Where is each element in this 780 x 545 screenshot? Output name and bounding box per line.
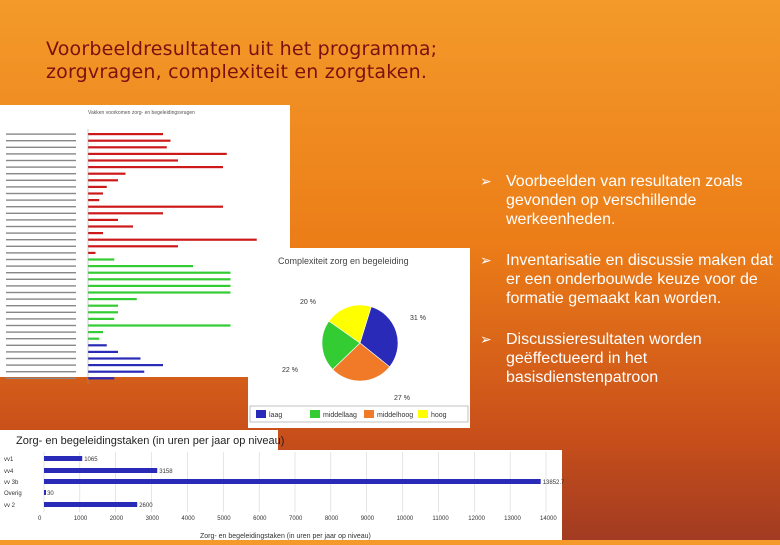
chart3-value-label: 13852.7 bbox=[542, 480, 565, 486]
bullet-item bbox=[478, 330, 778, 387]
chart1-row-label bbox=[6, 166, 76, 167]
chart1-row-label bbox=[6, 153, 76, 154]
chart1-row-label bbox=[6, 199, 76, 200]
chart3-tick-label: 13000 bbox=[504, 516, 521, 522]
chart1-row-label bbox=[6, 133, 76, 134]
chart3-title: Zorg- en begeleidingstaken (in uren per jaar op niveau) bbox=[16, 435, 285, 447]
chart1-bar bbox=[88, 245, 178, 247]
bullet-text: Voorbeelden van resultaten zoals gevonden op verschillende werkeenheden. bbox=[506, 173, 743, 228]
chart1-row-label bbox=[6, 305, 76, 306]
chart1-bar bbox=[88, 219, 118, 221]
chart1-bar bbox=[88, 278, 231, 280]
chart1-row-label bbox=[6, 298, 76, 299]
chart3-bar bbox=[44, 502, 137, 507]
chart1-row-label bbox=[6, 147, 76, 148]
chart1-row-label bbox=[6, 318, 76, 319]
chart1-bar bbox=[88, 351, 118, 353]
chart1-bar bbox=[88, 192, 103, 194]
chart3-bar bbox=[44, 490, 46, 495]
chart1-row-label bbox=[6, 351, 76, 352]
chart3-title-box bbox=[0, 430, 285, 450]
chart3-tick-label: 6000 bbox=[253, 516, 267, 522]
chart3-tick-label: 5000 bbox=[217, 516, 231, 522]
legend-swatch bbox=[364, 410, 374, 418]
chart1-bar bbox=[88, 344, 107, 346]
chart3-tick-label: 2000 bbox=[109, 516, 124, 522]
chart1-bar bbox=[88, 291, 231, 293]
chart1-bars bbox=[6, 133, 257, 379]
chart1-row-label bbox=[6, 279, 76, 280]
chart1-row-label bbox=[6, 364, 76, 365]
legend-swatch bbox=[256, 410, 266, 418]
chart1-row-label bbox=[6, 173, 76, 174]
chart3-tick-label: 0 bbox=[38, 516, 42, 522]
chart1-bar bbox=[88, 364, 163, 366]
chart1-bar bbox=[88, 199, 99, 201]
chart1-title: Vakken voorkomen zorg- en begeleidingsvragen bbox=[88, 110, 195, 116]
chart3-xlabel: Zorg- en begeleidingstaken (in uren per jaar op niveau) bbox=[200, 533, 371, 540]
chart1-bar bbox=[88, 338, 99, 340]
chart1-row-label bbox=[6, 193, 76, 194]
chart3-tick-label: 10000 bbox=[396, 516, 414, 522]
bullet-text: Inventarisatie en discussie maken dat er een onderbouwde keuze voor de formatie gemaakt kan worden. bbox=[506, 252, 773, 307]
chart1-row-label bbox=[6, 246, 76, 247]
chart1-row-label bbox=[6, 345, 76, 346]
chart1-bar bbox=[88, 324, 231, 326]
chart3-tick-label: 4000 bbox=[181, 516, 195, 522]
arrow-bullet-icon: ➢ bbox=[480, 331, 492, 347]
pie-label: 22 % bbox=[282, 367, 298, 374]
chart1-row-label bbox=[6, 331, 76, 332]
chart1-bar bbox=[88, 232, 103, 234]
slide-title-line1: Voorbeeldresultaten uit het programma; bbox=[46, 38, 438, 60]
chart1-row-label bbox=[6, 239, 76, 240]
chart2-title: Complexiteit zorg en begeleiding bbox=[278, 256, 409, 266]
chart3-value-label: 1065 bbox=[84, 457, 98, 463]
chart1-bar bbox=[88, 331, 103, 333]
chart1-bar bbox=[88, 140, 171, 142]
chart3-value-label: 30 bbox=[47, 491, 54, 497]
pie-label: 31 % bbox=[410, 315, 426, 322]
chart1-row-label bbox=[6, 312, 76, 313]
bullet-item bbox=[478, 172, 778, 229]
chart1-row-label bbox=[6, 186, 76, 187]
chart1-row-label bbox=[6, 206, 76, 207]
chart1-row-label bbox=[6, 338, 76, 339]
chart3-category-label: vv1 bbox=[4, 457, 14, 463]
chart3-tick-label: 12000 bbox=[468, 516, 485, 522]
chart1-row-label bbox=[6, 219, 76, 220]
chart1-row-label bbox=[6, 371, 76, 372]
chart1-bar bbox=[88, 166, 223, 168]
chart1-bar bbox=[88, 212, 163, 214]
chart1-bar bbox=[88, 258, 114, 260]
legend-label: middelhoog bbox=[377, 412, 414, 419]
legend-swatch bbox=[418, 410, 428, 418]
bullet-item bbox=[478, 251, 778, 308]
chart1-bar bbox=[88, 225, 133, 227]
chart3-bars bbox=[4, 456, 565, 509]
legend-label: laag bbox=[269, 412, 283, 419]
chart3-tick-label: 9000 bbox=[360, 516, 375, 522]
chart3-category-label: vv 3b bbox=[4, 480, 19, 486]
chart3-category-label: vv 2 bbox=[4, 503, 16, 509]
chart1-row-label bbox=[6, 285, 76, 286]
chart1-bar bbox=[88, 298, 137, 300]
chart3-tick-label: 14000 bbox=[540, 516, 557, 522]
chart1-row-label bbox=[6, 292, 76, 293]
chart1-row-label bbox=[6, 378, 76, 379]
chart1-row-label bbox=[6, 232, 76, 233]
chart1-bar bbox=[88, 179, 118, 181]
chart1-bar bbox=[88, 173, 126, 175]
chart1-bar bbox=[88, 133, 163, 135]
chart2-legend bbox=[250, 406, 468, 422]
chart1-bar bbox=[88, 153, 227, 155]
chart1-row-label bbox=[6, 272, 76, 273]
chart1-bar bbox=[88, 252, 96, 254]
chart1-bar bbox=[88, 206, 223, 208]
chart3-tick-label: 3000 bbox=[145, 516, 159, 522]
chart3-bar bbox=[44, 468, 157, 473]
arrow-bullet-icon: ➢ bbox=[480, 173, 492, 189]
chart1-bar bbox=[88, 239, 257, 241]
chart1-bar bbox=[88, 285, 231, 287]
chart1-bar bbox=[88, 186, 107, 188]
legend-label: hoog bbox=[431, 412, 447, 419]
chart1-bar bbox=[88, 272, 231, 274]
chart3-value-label: 3158 bbox=[159, 469, 173, 475]
chart3-tick-label: 11000 bbox=[432, 516, 449, 522]
chart1-row-label bbox=[6, 213, 76, 214]
chart1-bar bbox=[88, 318, 114, 320]
chart1-row-label bbox=[6, 140, 76, 141]
chart3-value-label: 2600 bbox=[139, 503, 153, 509]
chart3-bar bbox=[44, 456, 82, 461]
chart1-bar bbox=[88, 311, 118, 313]
pie-label: 27 % bbox=[394, 395, 410, 402]
chart1-bar bbox=[88, 265, 193, 267]
chart3-tick-label: 8000 bbox=[324, 516, 339, 522]
chart-zorgtaken bbox=[0, 450, 565, 540]
bullet-list bbox=[478, 172, 778, 409]
chart1-bar bbox=[88, 305, 118, 307]
chart1-row-label bbox=[6, 358, 76, 359]
chart1-row-label bbox=[6, 325, 76, 326]
chart3-category-label: vv4 bbox=[4, 469, 14, 475]
pie-label: 20 % bbox=[300, 299, 316, 306]
chart1-row-label bbox=[6, 265, 76, 266]
chart1-row-label bbox=[6, 259, 76, 260]
arrow-bullet-icon: ➢ bbox=[480, 252, 492, 268]
chart2-pie bbox=[282, 299, 426, 402]
legend-swatch bbox=[310, 410, 320, 418]
chart1-row-label bbox=[6, 160, 76, 161]
chart1-bar bbox=[88, 377, 114, 379]
chart1-bar bbox=[88, 159, 178, 161]
chart3-grid bbox=[38, 452, 557, 522]
chart3-bar bbox=[44, 479, 541, 484]
chart1-bar bbox=[88, 357, 141, 359]
chart3-tick-label: 7000 bbox=[289, 516, 303, 522]
chart1-row-label bbox=[6, 252, 76, 253]
slide-title-line2: zorgvragen, complexiteit en zorgtaken. bbox=[46, 61, 428, 83]
bullet-text: Discussieresultaten worden geëffectueerd in het basisdienstenpatroon bbox=[506, 331, 702, 386]
chart-zorgvragen bbox=[0, 105, 290, 377]
chart3-tick-label: 1000 bbox=[73, 516, 88, 522]
legend-label: middellaag bbox=[323, 412, 357, 419]
chart1-bar bbox=[88, 371, 144, 373]
chart1-row-label bbox=[6, 226, 76, 227]
chart3-category-label: Overig bbox=[4, 491, 22, 497]
slide-title bbox=[46, 38, 506, 84]
chart-complexiteit bbox=[248, 248, 470, 428]
chart1-row-label bbox=[6, 180, 76, 181]
chart1-bar bbox=[88, 146, 167, 148]
